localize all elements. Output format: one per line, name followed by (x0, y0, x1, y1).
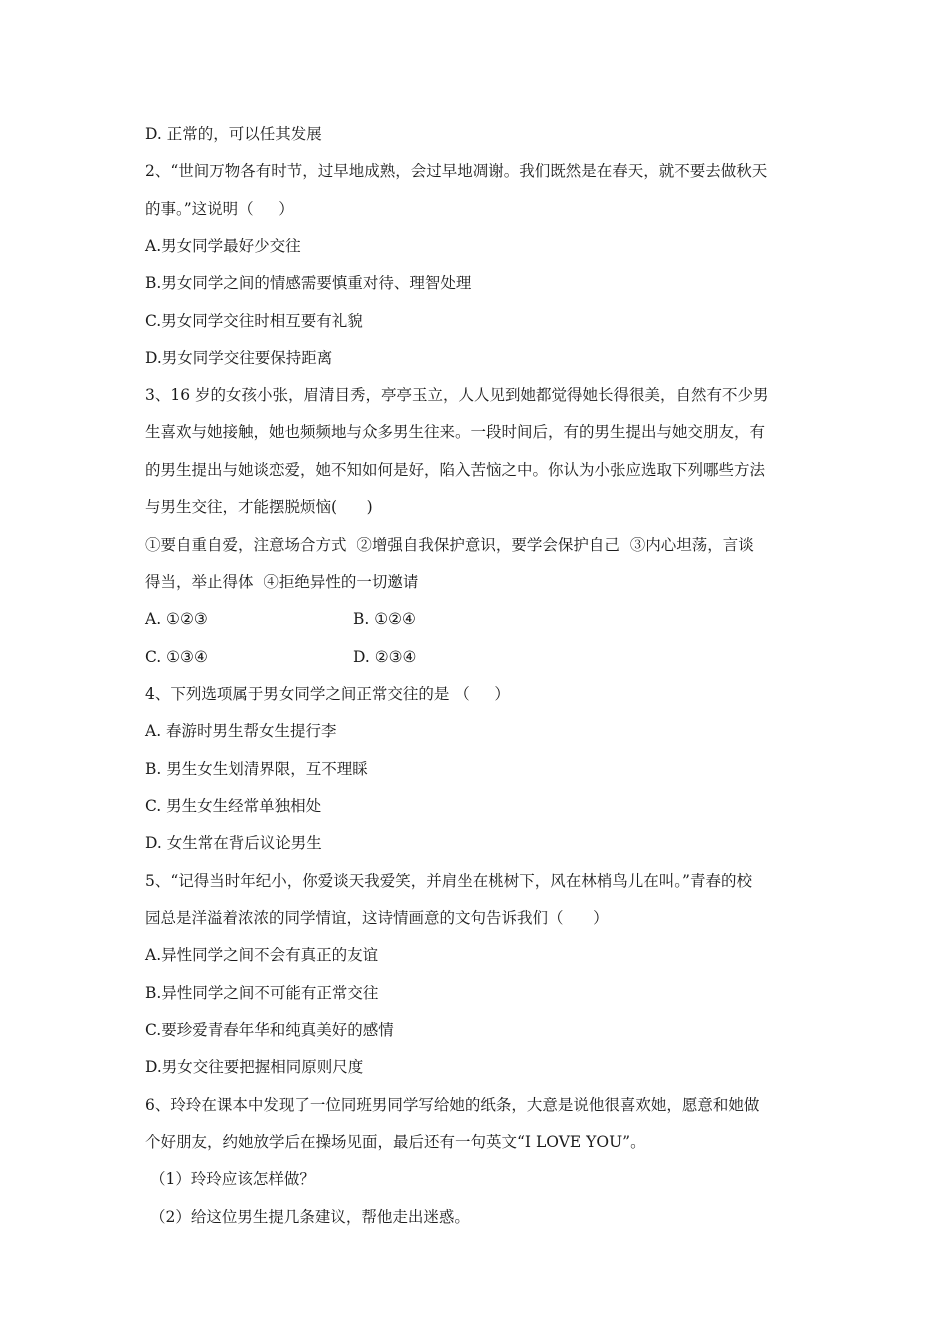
q4-option-a: A. 春游时男生帮女生提行李 (145, 722, 337, 740)
q3-option-c: C. ①③④ (145, 648, 208, 666)
q4-stem: 4、下列选项属于男女同学之间正常交往的是 （ ） (145, 685, 510, 703)
q2-option-c: C.男女同学交往时相互要有礼貌 (145, 312, 363, 330)
q2-option-b: B.男女同学之间的情感需要慎重对待、理智处理 (145, 274, 472, 292)
q5-option-c: C.要珍爱青春年华和纯真美好的感情 (145, 1021, 394, 1039)
q3-items-line-2: 得当，举止得体 ④拒绝异性的一切邀请 (145, 573, 419, 591)
q1-option-d: D. 正常的，可以任其发展 (145, 125, 322, 143)
q2-stem-line-2: 的事。”这说明（ ） (145, 200, 294, 218)
q6-stem-line-1: 6、玲玲在课本中发现了一位同班男同学写给她的纸条，大意是说他很喜欢她，愿意和她做 (145, 1096, 760, 1114)
q4-option-c: C. 男生女生经常单独相处 (145, 797, 322, 815)
q3-items-line-1: ①要自重自爱，注意场合方式 ②增强自我保护意识，要学会保护自己 ③内心坦荡，言谈 (145, 536, 754, 554)
q5-option-a: A.异性同学之间不会有真正的友谊 (145, 946, 379, 964)
q3-stem-line-4: 与男生交往，才能摆脱烦恼( ) (145, 498, 373, 516)
q3-stem-line-3: 的男生提出与她谈恋爱，她不知如何是好，陷入苦恼之中。你认为小张应选取下列哪些方法 (145, 461, 766, 479)
q6-subquestion-2: （2）给这位男生提几条建议，帮他走出迷惑。 (150, 1208, 470, 1226)
q2-stem-line-1: 2、“世间万物各有时节，过早地成熟，会过早地凋谢。我们既然是在春天，就不要去做秋天 (145, 162, 768, 180)
q3-option-a: A. ①②③ (145, 610, 208, 628)
q3-option-b: B. ①②④ (353, 610, 416, 628)
q4-option-b: B. 男生女生划清界限，互不理睬 (145, 760, 368, 778)
q5-stem-line-1: 5、“记得当时年纪小，你爱谈天我爱笑，并肩坐在桃树下，风在林梢鸟儿在叫。”青春的校 (145, 872, 752, 890)
q3-stem-line-1: 3、16 岁的女孩小张，眉清目秀，亭亭玉立，人人见到她都觉得她长得很美，自然有不少男 (145, 386, 769, 404)
q5-option-b: B.异性同学之间不可能有正常交往 (145, 984, 379, 1002)
q2-option-a: A.男女同学最好少交往 (145, 237, 301, 255)
q6-subquestion-1: （1）玲玲应该怎样做？ (150, 1170, 315, 1188)
q3-option-d: D. ②③④ (353, 648, 417, 666)
q4-option-d: D. 女生常在背后议论男生 (145, 834, 322, 852)
q2-option-d: D.男女同学交往要保持距离 (145, 349, 333, 367)
q5-stem-line-2: 园总是洋溢着浓浓的同学情谊，这诗情画意的文句告诉我们（ ） (145, 909, 609, 927)
q6-stem-line-2: 个好朋友，约她放学后在操场见面，最后还有一句英文“I LOVE YOU”。 (145, 1133, 646, 1151)
q3-stem-line-2: 生喜欢与她接触，她也频频地与众多男生往来。一段时间后，有的男生提出与她交朋友，有 (145, 423, 766, 441)
q5-option-d: D.男女交往要把握相同原则尺度 (145, 1058, 364, 1076)
